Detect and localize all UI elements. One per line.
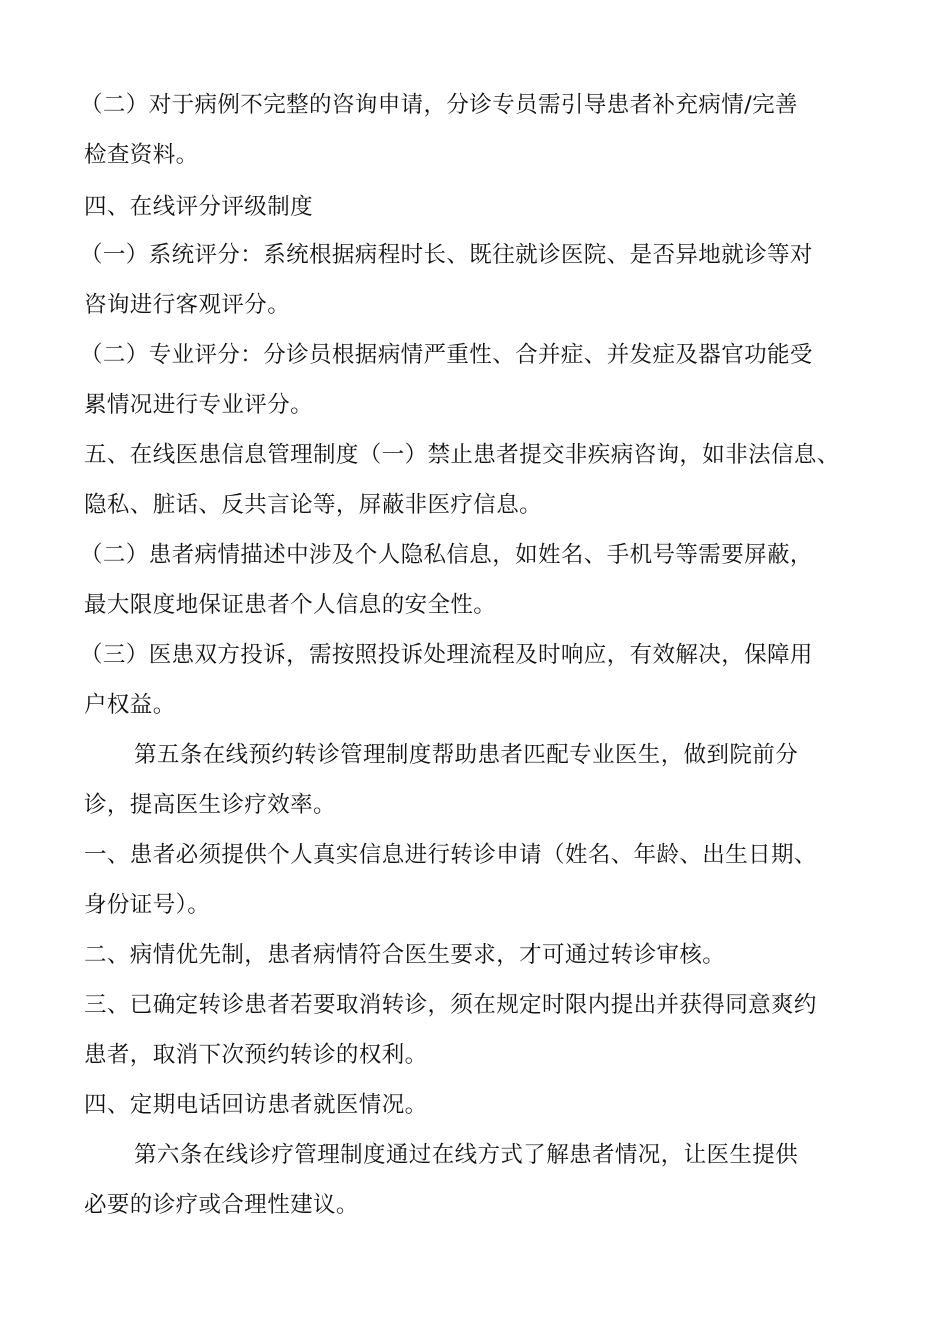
- text-line-10: （二）患者病情描述中涉及个人隐私信息，如姓名、手机号等需要屏蔽，: [80, 542, 813, 568]
- text-line-19: 三、已确定转诊患者若要取消转诊，须在规定时限内提出并获得同意爽约: [84, 992, 817, 1018]
- text-line-18: 二、病情优先制，患者病情符合医生要求，才可通过转诊审核。: [84, 942, 726, 968]
- text-line-6: （二）专业评分：分诊员根据病情严重性、合并症、并发症及器官功能受: [80, 342, 813, 368]
- text-line-13: 户权益。: [84, 692, 176, 718]
- text-line-12: （三）医患双方投诉，需按照投诉处理流程及时响应，有效解决，保障用: [80, 642, 813, 668]
- text-line-16: 一、患者必须提供个人真实信息进行转诊申请（姓名、年龄、出生日期、: [84, 842, 817, 868]
- text-line-9: 隐私、脏话、反共言论等，屏蔽非医疗信息。: [84, 492, 543, 518]
- section-heading-5: 五、在线医患信息管理制度（一）禁止患者提交非疾病咨询，如非法信息、: [84, 442, 840, 468]
- text-line-1: （二）对于病例不完整的咨询申请，分诊专员需引导患者补充病情/完善: [80, 92, 798, 118]
- text-line-5: 咨询进行客观评分。: [84, 292, 291, 318]
- text-line-21: 四、定期电话回访患者就医情况。: [84, 1092, 428, 1118]
- text-line-4: （一）系统评分：系统根据病程时长、既往就诊医院、是否异地就诊等对: [80, 242, 813, 268]
- article-5-heading: 第五条在线预约转诊管理制度帮助患者匹配专业医生，做到院前分: [134, 742, 799, 768]
- text-line-17: 身份证号）。: [84, 892, 211, 918]
- text-line-15: 诊，提高医生诊疗效率。: [84, 792, 336, 818]
- text-line-23: 必要的诊疗或合理性建议。: [84, 1192, 359, 1218]
- text-line-7: 累情况进行专业评分。: [84, 392, 314, 418]
- text-line-11: 最大限度地保证患者个人信息的安全性。: [84, 592, 497, 618]
- section-heading-4: 四、在线评分评级制度: [84, 194, 314, 220]
- article-6-heading: 第六条在线诊疗管理制度通过在线方式了解患者情况，让医生提供: [134, 1142, 799, 1168]
- text-line-20: 患者，取消下次预约转诊的权利。: [84, 1042, 428, 1068]
- text-line-2: 检查资料。: [84, 142, 199, 168]
